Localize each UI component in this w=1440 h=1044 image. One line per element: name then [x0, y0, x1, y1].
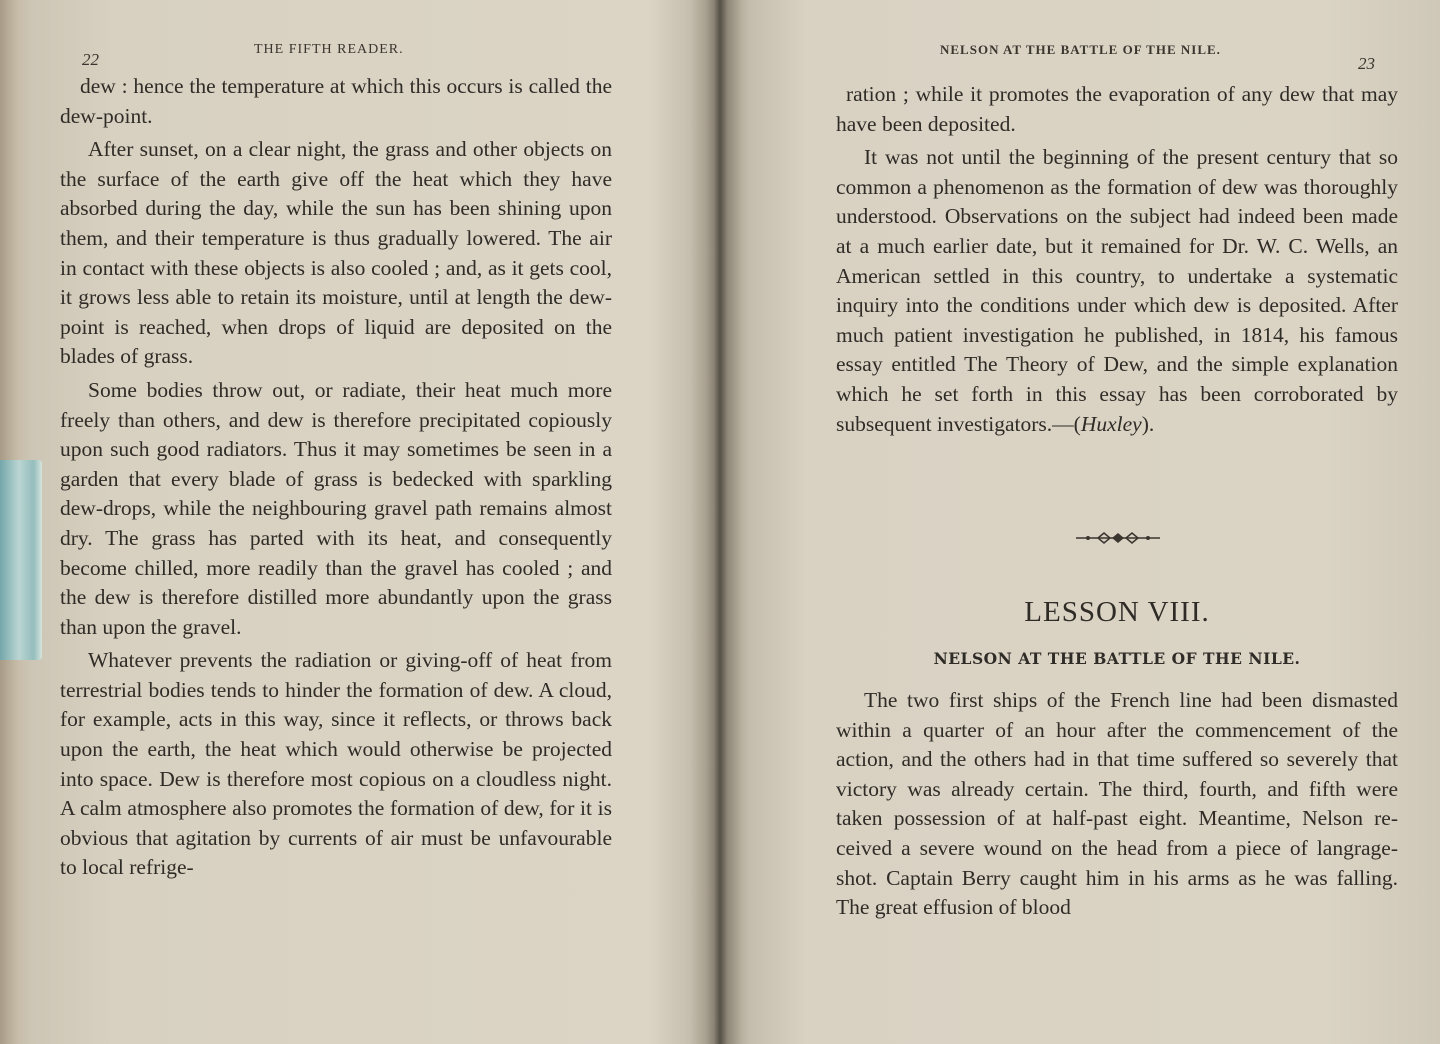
- paragraph: Some bodies throw out, or radiate, their heat much more freely than others, and dew is therefore precipitated copiously upon such good radiators. Thus it may sometimes be seen in a garden that every blade of grass is bedecked with sparkling dew-drops, while the neighbouring gravel path remains almost dry. The grass has parted with its heat, and consequently become chilled, more readily than the gravel has cooled ; and the dew is therefore distilled more abundantly upon the grass than upon the gravel.: [60, 377, 612, 639]
- lesson-heading: LESSON VIII.: [1024, 596, 1210, 628]
- left-page-body: [60, 72, 612, 887]
- lesson-title: NELSON AT THE BATTLE OF THE NILE.: [933, 649, 1301, 668]
- attribution: Huxley: [1080, 411, 1142, 436]
- right-page-number: 23: [1358, 54, 1375, 73]
- paragraph-text: It was not until the beginning of the present century that so common a phenomenon as the formation of dew was thoroughly understood. Observations on the subject had indeed been made at a much earlier date, but it remained for Dr. W. C. Wells, an American settled in this country, to undertake a systematic inquiry into the conditions under which dew is deposited. After much patient investigation he published, in 1814, his famous essay entitled The Theory of Dew, and the simple explanation which he set forth in this essay has been corroborated by subsequent investigators.—(: [836, 145, 1398, 436]
- paragraph: [836, 143, 1398, 439]
- left-running-title: THE FIFTH READER.: [254, 42, 404, 57]
- paragraph: The two first ships of the French line had been dismasted within a quarter of an hour after the commencement of the action, and the others had in that time suffered so severely that victory was already certain. The third, fourth, and fifth were taken possession of at half-past eight. Meantime, Nelson received a severe wound on the head from a piece of langrage-shot. Captain Berry caught him in his arms as he was falling. The great effusion of blood: [836, 688, 1398, 920]
- left-page: [60, 0, 612, 1044]
- paragraph: After sunset, on a clear night, the grass and other objects on the surface of the earth give off the heat which they have absorbed during the day, while the sun has been shining upon them, and their temperature is thus gradually lowered. The air in contact with these objects is also cooled ; and, as it gets cool, it grows less able to retain its moisture, until at length the dew-point is reached, when drops of liquid are deposited on the blades of grass.: [60, 137, 612, 369]
- attribution-close: ).: [1141, 411, 1155, 436]
- paragraph: ration ; while it promotes the evaporation of any dew that may have been deposited.: [836, 82, 1398, 136]
- left-running-head: [60, 42, 612, 69]
- right-running-title: NELSON AT THE BATTLE OF THE NILE.: [940, 42, 1221, 57]
- paragraph: Whatever prevents the radiation or giving-off of heat from terrestrial bodies tends to hinder the formation of dew. A cloud, for example, acts in this way, since it reflects, or throws back upon the earth, the heat which would otherwise be projected into space. Dew is therefore most copious on a cloudless night. A calm atmosphere also promotes the formation of dew, for it is obvious that agitation by currents of air must be unfavourable to local refrige-: [60, 648, 612, 880]
- paragraph: dew : hence the temperature at which this occurs is called the dew-point.: [60, 74, 612, 128]
- page-marker-tab: [0, 460, 42, 660]
- left-page-number: 22: [82, 50, 99, 69]
- right-page-body: [836, 80, 1398, 443]
- right-running-head: [836, 42, 1398, 73]
- right-page: [836, 0, 1398, 1044]
- book-gutter: [690, 0, 750, 1044]
- ornament-divider-icon: [1076, 530, 1160, 546]
- lesson-body: [836, 686, 1398, 927]
